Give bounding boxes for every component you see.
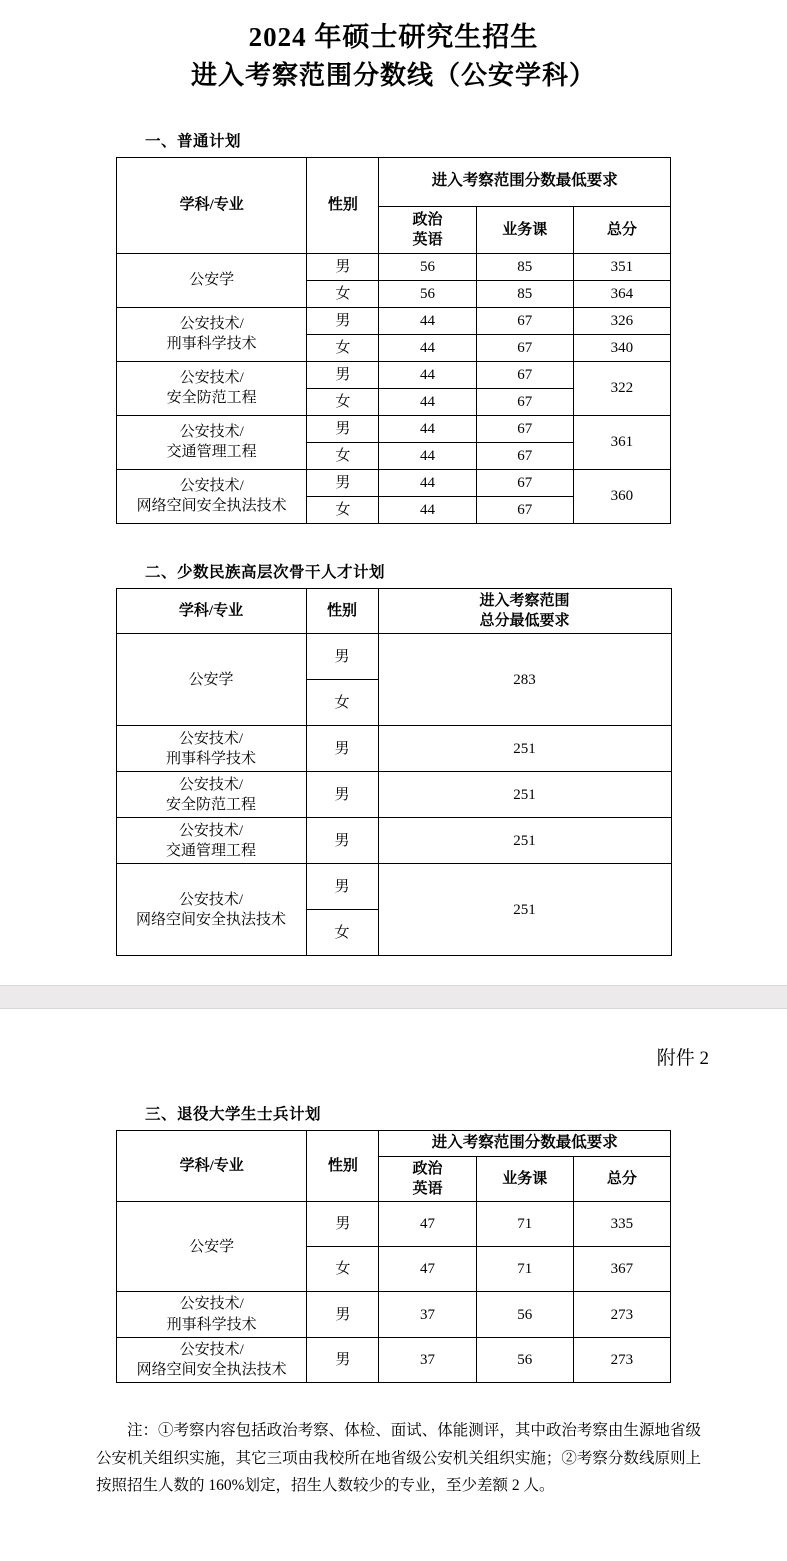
cell-gender: 男	[307, 1202, 379, 1247]
header-gender: 性别	[307, 157, 379, 253]
cell-subject: 公安技术/ 交通管理工程	[116, 818, 306, 864]
cell-gender: 男	[307, 361, 379, 388]
header-requirement: 进入考察范围分数最低要求	[379, 157, 671, 206]
cell-gender: 男	[306, 864, 378, 910]
cell-total: 251	[378, 772, 671, 818]
table-row	[117, 1202, 671, 1247]
table-row	[116, 634, 671, 680]
cell-total: 283	[378, 634, 671, 726]
cell-subject: 公安技术/ 网络空间安全执法技术	[117, 469, 307, 523]
table-row	[116, 726, 671, 772]
cell-gender: 男	[306, 772, 378, 818]
cell-gender: 男	[306, 726, 378, 772]
cell-subject: 公安学	[116, 634, 306, 726]
cell-total: 340	[573, 334, 670, 361]
table-row	[117, 361, 671, 388]
cell-gender: 女	[307, 388, 379, 415]
cell-subject: 公安学	[117, 253, 307, 307]
footnote-text: 注：①考察内容包括政治考察、体检、面试、体能测评，其中政治考察由生源地省级公安机关组织实施，其它三项由我校所在地省级公安机关组织实施；②考察分数线原则上按照招生人数的 160%划定，招生人数较少的专业，至少差额 2 人。	[96, 1422, 701, 1494]
cell-total: 361	[573, 415, 670, 469]
cell-major-course: 67	[476, 334, 573, 361]
table-header-row	[117, 157, 671, 206]
cell-gender: 女	[307, 334, 379, 361]
cell-total: 364	[573, 280, 670, 307]
table-row	[117, 469, 671, 496]
cell-gender: 女	[307, 280, 379, 307]
cell-major-course: 67	[476, 415, 573, 442]
title-line-2: 进入考察范围分数线（公安学科）	[190, 61, 596, 91]
cell-major-course: 67	[476, 307, 573, 334]
cell-politics-english: 47	[379, 1202, 476, 1247]
header-gender: 性别	[306, 588, 378, 634]
cell-major-course: 67	[476, 361, 573, 388]
cell-major-course: 85	[476, 280, 573, 307]
cell-gender: 女	[307, 496, 379, 523]
cell-total: 273	[573, 1337, 670, 1383]
cell-total: 326	[573, 307, 670, 334]
cell-politics-english: 47	[379, 1247, 476, 1292]
header-total: 总分	[573, 1156, 670, 1202]
cell-total: 367	[573, 1247, 670, 1292]
table-header-row	[117, 1131, 671, 1157]
cell-subject: 公安技术/ 安全防范工程	[117, 361, 307, 415]
document-page-2	[0, 1009, 787, 1549]
section-1-heading: 一、普通计划	[145, 132, 242, 150]
cell-major-course: 85	[476, 253, 573, 280]
page-separator	[0, 985, 787, 1009]
table-row	[116, 818, 671, 864]
cell-gender: 男	[307, 1292, 379, 1338]
table-row	[116, 864, 671, 910]
table-header-row	[116, 588, 671, 634]
section-2-heading: 二、少数民族高层次骨干人才计划	[145, 563, 386, 581]
cell-major-course: 71	[476, 1202, 573, 1247]
cell-major-course: 71	[476, 1247, 573, 1292]
header-politics-english: 政治 英语	[379, 206, 476, 253]
cell-politics-english: 44	[379, 361, 476, 388]
attachment-label: 附件 2	[656, 1048, 709, 1069]
cell-total: 335	[573, 1202, 670, 1247]
cell-politics-english: 37	[379, 1292, 476, 1338]
cell-politics-english: 44	[379, 388, 476, 415]
cell-gender: 女	[307, 1247, 379, 1292]
cell-major-course: 67	[476, 388, 573, 415]
cell-subject: 公安技术/ 安全防范工程	[116, 772, 306, 818]
header-total: 总分	[573, 206, 670, 253]
cell-total: 351	[573, 253, 670, 280]
footnote	[96, 1417, 701, 1498]
table-row	[117, 1292, 671, 1338]
cell-gender: 男	[307, 469, 379, 496]
cell-gender: 男	[307, 307, 379, 334]
cell-gender: 女	[306, 680, 378, 726]
cell-total: 273	[573, 1292, 670, 1338]
cell-total: 360	[573, 469, 670, 523]
cell-total: 251	[378, 818, 671, 864]
cell-politics-english: 44	[379, 334, 476, 361]
table-veteran-plan	[116, 1130, 671, 1383]
table-minority-plan	[116, 588, 672, 957]
cell-gender: 男	[307, 1337, 379, 1383]
cell-subject: 公安技术/ 网络空间安全执法技术	[116, 864, 306, 956]
cell-gender: 女	[307, 442, 379, 469]
cell-subject: 公安技术/ 刑事科学技术	[117, 307, 307, 361]
cell-politics-english: 56	[379, 280, 476, 307]
header-major-course: 业务课	[476, 1156, 573, 1202]
cell-major-course: 56	[476, 1292, 573, 1338]
cell-gender: 男	[307, 415, 379, 442]
cell-gender: 男	[306, 634, 378, 680]
cell-major-course: 56	[476, 1337, 573, 1383]
cell-subject: 公安学	[117, 1202, 307, 1292]
cell-politics-english: 44	[379, 496, 476, 523]
cell-politics-english: 44	[379, 307, 476, 334]
cell-major-course: 67	[476, 442, 573, 469]
cell-major-course: 67	[476, 469, 573, 496]
header-major-course: 业务课	[476, 206, 573, 253]
cell-subject: 公安技术/ 刑事科学技术	[117, 1292, 307, 1338]
cell-subject: 公安技术/ 刑事科学技术	[116, 726, 306, 772]
table-row	[117, 253, 671, 280]
header-requirement: 进入考察范围分数最低要求	[379, 1131, 671, 1157]
header-gender: 性别	[307, 1131, 379, 1202]
cell-politics-english: 44	[379, 442, 476, 469]
table-row	[117, 307, 671, 334]
header-subject: 学科/专业	[116, 588, 306, 634]
cell-total: 251	[378, 864, 671, 956]
cell-subject: 公安技术/ 交通管理工程	[117, 415, 307, 469]
cell-politics-english: 44	[379, 415, 476, 442]
cell-total: 322	[573, 361, 670, 415]
cell-politics-english: 44	[379, 469, 476, 496]
cell-politics-english: 56	[379, 253, 476, 280]
cell-subject: 公安技术/ 网络空间安全执法技术	[117, 1337, 307, 1383]
cell-total: 251	[378, 726, 671, 772]
cell-gender: 男	[307, 253, 379, 280]
header-subject: 学科/专业	[117, 157, 307, 253]
cell-gender: 女	[306, 910, 378, 956]
cell-politics-english: 37	[379, 1337, 476, 1383]
table-row	[116, 772, 671, 818]
cell-major-course: 67	[476, 496, 573, 523]
header-politics-english: 政治 英语	[379, 1156, 476, 1202]
cell-gender: 男	[306, 818, 378, 864]
header-subject: 学科/专业	[117, 1131, 307, 1202]
section-3-heading: 三、退役大学生士兵计划	[145, 1106, 322, 1123]
header-total-requirement: 进入考察范围 总分最低要求	[378, 588, 671, 634]
table-general-plan	[116, 157, 671, 524]
table-row	[117, 415, 671, 442]
page-title	[0, 0, 787, 95]
table-row	[117, 1337, 671, 1383]
title-line-1: 2024 年硕士研究生招生	[248, 22, 539, 52]
